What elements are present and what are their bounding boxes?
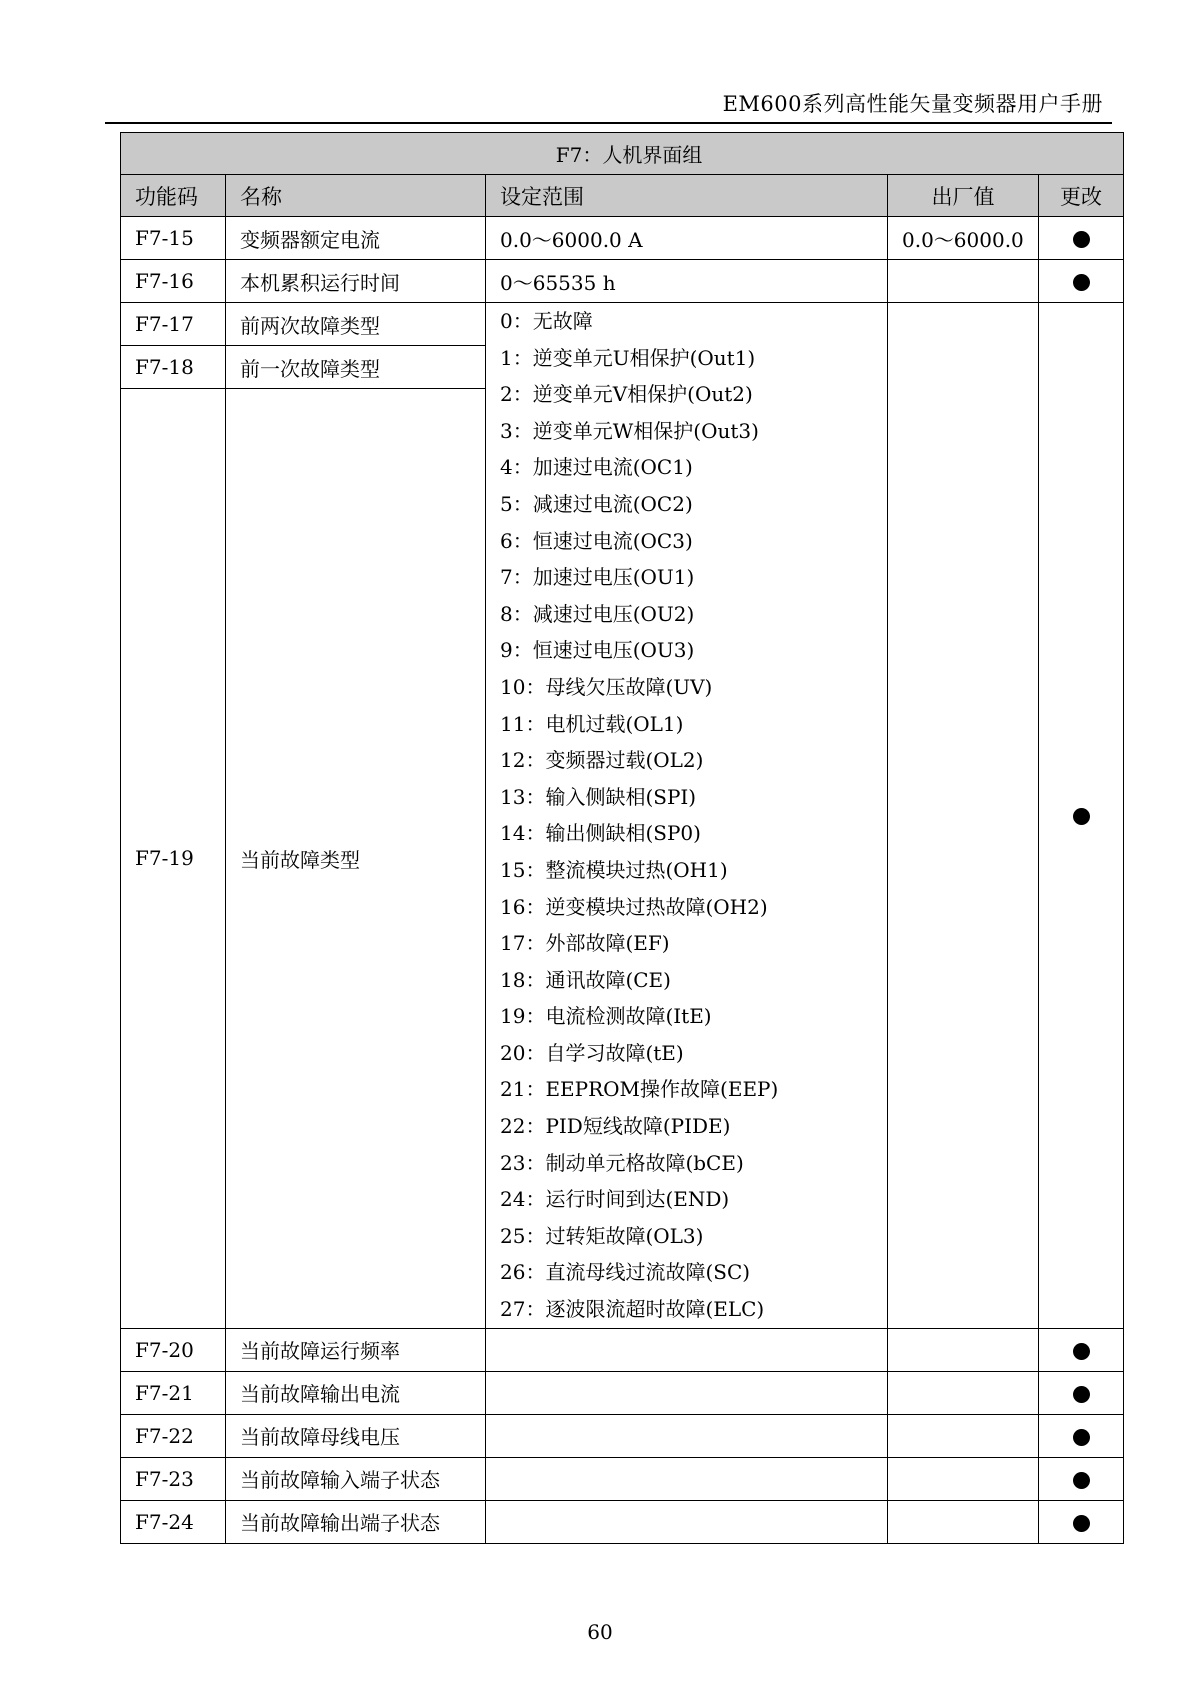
modifiable-dot-icon xyxy=(1073,1472,1090,1489)
fault-type-item: 15：整流模块过热(OH1) xyxy=(500,857,728,882)
fault-type-item: 13：输入侧缺相(SPI) xyxy=(500,784,697,809)
fault-type-item: 5：减速过电流(OC2) xyxy=(500,491,693,516)
fault-type-item: 24：运行时间到达(END) xyxy=(500,1187,730,1212)
parameter-name-cell: 当前故障输入端子状态 xyxy=(226,1457,486,1500)
fault-type-item: 19：电流检测故障(ItE) xyxy=(500,1004,712,1029)
fault-type-item: 14：输出侧缺相(SP0) xyxy=(500,821,701,846)
table-row xyxy=(121,217,1124,260)
group-header-row xyxy=(121,133,1124,175)
fault-type-item: 6：恒速过电流(OC3) xyxy=(500,528,693,553)
table-row xyxy=(121,303,1124,346)
parameter-name-cell: 前一次故障类型 xyxy=(226,346,486,389)
modifiable-dot-icon xyxy=(1073,231,1090,248)
setting-range-cell: 0.0～6000.0 A xyxy=(486,217,888,260)
parameter-name-cell: 变频器额定电流 xyxy=(226,217,486,260)
change-cell xyxy=(1039,217,1124,260)
parameter-name-cell: 当前故障输出电流 xyxy=(226,1371,486,1414)
table-row xyxy=(121,1414,1124,1457)
modifiable-dot-icon xyxy=(1073,1515,1090,1532)
table-row xyxy=(121,1500,1124,1543)
fault-type-item: 3：逆变单元W相保护(Out3) xyxy=(500,418,759,443)
fault-type-item: 25：过转矩故障(OL3) xyxy=(500,1223,704,1248)
factory-default-cell xyxy=(888,1500,1039,1543)
column-header-name: 名称 xyxy=(226,175,486,217)
factory-default-cell xyxy=(888,303,1039,1329)
page-number: 60 xyxy=(587,1620,613,1644)
fault-type-item: 22：PID短线故障(PIDE) xyxy=(500,1114,731,1139)
header-divider xyxy=(105,122,1112,124)
setting-range-cell xyxy=(486,1500,888,1543)
change-cell xyxy=(1039,1328,1124,1371)
fault-type-item: 4：加速过电流(OC1) xyxy=(500,455,693,480)
modifiable-dot-icon xyxy=(1073,274,1090,291)
group-title: F7：人机界面组 xyxy=(121,133,1124,175)
change-cell xyxy=(1039,1500,1124,1543)
table-row xyxy=(121,1328,1124,1371)
column-header-range: 设定范围 xyxy=(486,175,888,217)
parameter-name-cell: 当前故障输出端子状态 xyxy=(226,1500,486,1543)
manual-title: EM600系列高性能矢量变频器用户手册 xyxy=(722,92,1103,116)
factory-default-cell xyxy=(888,260,1039,303)
setting-range-cell xyxy=(486,1371,888,1414)
parameter-name-cell: 当前故障类型 xyxy=(226,389,486,1329)
fault-type-item: 23：制动单元格故障(bCE) xyxy=(500,1150,744,1175)
table-row xyxy=(121,1371,1124,1414)
parameter-table xyxy=(120,132,1124,1544)
parameter-name-cell: 前两次故障类型 xyxy=(226,303,486,346)
modifiable-dot-icon xyxy=(1073,1429,1090,1446)
factory-default-cell xyxy=(888,1328,1039,1371)
parameter-name-cell: 本机累积运行时间 xyxy=(226,260,486,303)
function-code-cell: F7-21 xyxy=(121,1371,226,1414)
parameter-name-cell: 当前故障运行频率 xyxy=(226,1328,486,1371)
setting-range-cell xyxy=(486,1457,888,1500)
fault-type-item: 2：逆变单元V相保护(Out2) xyxy=(500,382,753,407)
fault-type-item: 21：EEPROM操作故障(EEP) xyxy=(500,1077,779,1102)
column-header-change: 更改 xyxy=(1039,175,1124,217)
table-row xyxy=(121,260,1124,303)
factory-default-cell xyxy=(888,1414,1039,1457)
fault-type-item: 18：通讯故障(CE) xyxy=(500,967,671,992)
function-code-cell: F7-15 xyxy=(121,217,226,260)
factory-default-cell xyxy=(888,1371,1039,1414)
factory-default-cell: 0.0～6000.0 xyxy=(888,217,1039,260)
factory-default-cell xyxy=(888,1457,1039,1500)
function-code-cell: F7-16 xyxy=(121,260,226,303)
fault-type-item: 20：自学习故障(tE) xyxy=(500,1040,684,1065)
fault-type-item: 16：逆变模块过热故障(OH2) xyxy=(500,894,768,919)
change-cell xyxy=(1039,303,1124,1329)
setting-range-cell: 0～65535 h xyxy=(486,260,888,303)
change-cell xyxy=(1039,260,1124,303)
fault-type-item: 8：减速过电压(OU2) xyxy=(500,601,695,626)
table-row xyxy=(121,1457,1124,1500)
modifiable-dot-icon xyxy=(1073,1386,1090,1403)
modifiable-dot-icon xyxy=(1073,808,1090,825)
modifiable-dot-icon xyxy=(1073,1343,1090,1360)
function-code-cell: F7-22 xyxy=(121,1414,226,1457)
fault-type-item: 11：电机过载(OL1) xyxy=(500,711,684,736)
column-header-code: 功能码 xyxy=(121,175,226,217)
setting-range-cell xyxy=(486,1328,888,1371)
fault-type-item: 17：外部故障(EF) xyxy=(500,931,670,956)
change-cell xyxy=(1039,1457,1124,1500)
column-header-row xyxy=(121,175,1124,217)
fault-type-item: 27：逐波限流超时故障(ELC) xyxy=(500,1297,765,1322)
fault-type-item: 10：母线欠压故障(UV) xyxy=(500,674,713,699)
function-code-cell: F7-19 xyxy=(121,389,226,1329)
setting-range-cell xyxy=(486,1414,888,1457)
function-code-cell: F7-20 xyxy=(121,1328,226,1371)
change-cell xyxy=(1039,1414,1124,1457)
function-code-cell: F7-23 xyxy=(121,1457,226,1500)
change-cell xyxy=(1039,1371,1124,1414)
function-code-cell: F7-17 xyxy=(121,303,226,346)
column-header-default: 出厂值 xyxy=(888,175,1039,217)
parameter-name-cell: 当前故障母线电压 xyxy=(226,1414,486,1457)
function-code-cell: F7-18 xyxy=(121,346,226,389)
fault-type-item: 26：直流母线过流故障(SC) xyxy=(500,1260,751,1285)
fault-type-item: 9：恒速过电压(OU3) xyxy=(500,638,695,663)
fault-type-list xyxy=(486,303,888,1329)
fault-type-item: 1：逆变单元U相保护(Out1) xyxy=(500,345,756,370)
fault-type-item: 12：变频器过载(OL2) xyxy=(500,748,704,773)
function-code-cell: F7-24 xyxy=(121,1500,226,1543)
fault-type-item: 7：加速过电压(OU1) xyxy=(500,565,695,590)
fault-type-item: 0：无故障 xyxy=(500,309,593,333)
